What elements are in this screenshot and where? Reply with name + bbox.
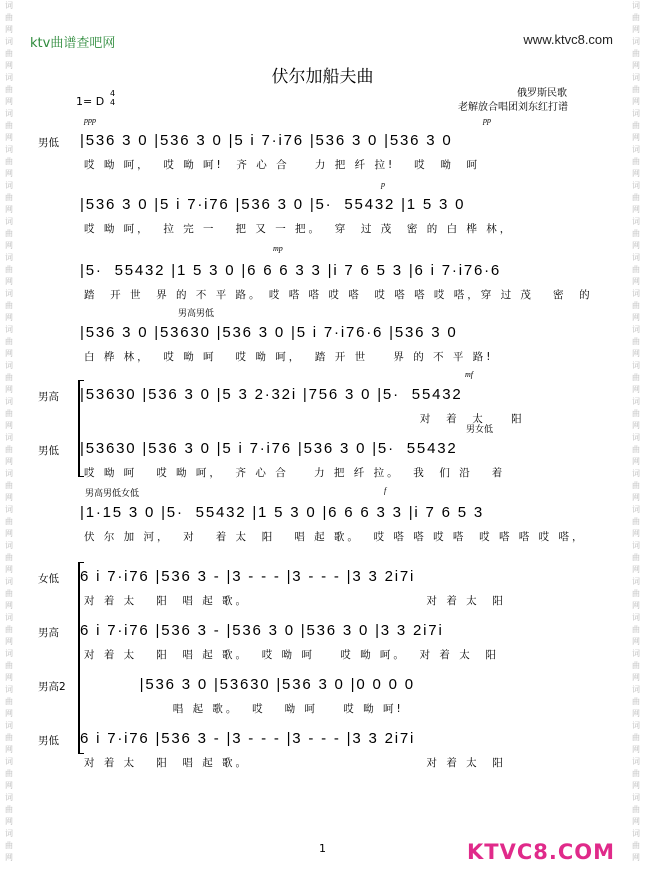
watermark-glyph: 曲 [632,589,640,598]
watermark-glyph: 网 [5,493,13,502]
watermark-glyph: 曲 [5,589,13,598]
watermark-glyph: 网 [632,817,640,826]
watermark-glyph: 曲 [632,661,640,670]
watermark-glyph: 曲 [632,769,640,778]
watermark-glyph: 曲 [632,265,640,274]
watermark-glyph: 曲 [5,661,13,670]
lyric-line: 踏 开 世 界 的 不 平 路。 哎 嗒 嗒 哎 嗒 哎 嗒 嗒 哎 嗒，穿 过 茂 密 的 [84,289,593,301]
lyric-line: 白 桦 林， 哎 呦 呵 哎 呦 呵， 踏 开 世 界 的 不 平 路! [84,351,494,363]
voice-label: 男低 [38,445,59,457]
watermark-glyph: 曲 [632,13,640,22]
group-marker: 男高男低女低 [85,489,140,499]
watermark-glyph: 词 [632,73,640,82]
watermark-glyph: 网 [632,745,640,754]
watermark-glyph: 曲 [632,553,640,562]
song-title: 伏尔加船夫曲 [271,67,374,87]
watermark-glyph: 词 [632,469,640,478]
site-name[interactable]: ktv曲谱查吧网 [30,36,116,51]
watermark-glyph: 网 [5,601,13,610]
watermark-glyph: 网 [632,529,640,538]
voice-label: 男高2 [38,681,66,693]
watermark-glyph: 网 [5,277,13,286]
watermark-glyph: 词 [632,577,640,586]
watermark-glyph: 词 [5,37,13,46]
watermark-glyph: 曲 [5,409,13,418]
notation-line: |536 3 0 |53630 |536 3 0 |0 0 0 0 [80,676,415,693]
watermark-glyph: 曲 [5,697,13,706]
watermark-glyph: 曲 [632,193,640,202]
watermark-glyph: 曲 [5,85,13,94]
watermark-glyph: 曲 [5,517,13,526]
watermark-glyph: 曲 [632,805,640,814]
watermark-glyph: 词 [632,541,640,550]
watermark-glyph: 曲 [5,13,13,22]
song-origin: 俄罗斯民歌 [517,88,567,99]
watermark-glyph: 词 [5,505,13,514]
watermark-glyph: 曲 [5,769,13,778]
watermark-glyph: 网 [5,709,13,718]
watermark-glyph: 词 [5,289,13,298]
watermark-glyph: 网 [632,61,640,70]
watermark-glyph: 词 [632,1,640,10]
watermark-glyph: 曲 [5,373,13,382]
dynamic-mp: mp [273,244,283,253]
watermark-strip-right [629,0,643,891]
watermark-glyph: 词 [632,109,640,118]
watermark-glyph: 词 [5,757,13,766]
watermark-glyph: 网 [5,781,13,790]
watermark-glyph: 网 [5,97,13,106]
dynamic-p: p [381,180,385,189]
watermark-glyph: 网 [5,61,13,70]
watermark-glyph: 曲 [632,373,640,382]
notation-line: 6 i 7·i76 |536 3 - |3 - - - |3 - - - |3 3 2i7i [80,568,416,585]
watermark-glyph: 词 [5,613,13,622]
lyric-line: 哎 呦 呵， 拉 完 一 把 又 一 把。 穿 过 茂 密 的 白 桦 林， [84,223,514,235]
group-marker: 男高男低 [178,309,215,319]
watermark-glyph: 曲 [5,481,13,490]
watermark-glyph: 网 [632,97,640,106]
watermark-glyph: 网 [632,637,640,646]
notation-line: |1·15 3 0 |5· 55432 |1 5 3 0 |6 6 6 3 3 |i 7 6 5 3 [80,504,485,521]
watermark-glyph: 词 [632,397,640,406]
watermark-glyph: 词 [5,577,13,586]
watermark-glyph: 网 [5,529,13,538]
watermark-glyph: 网 [632,313,640,322]
watermark-glyph: 词 [5,829,13,838]
watermark-glyph: 网 [632,169,640,178]
watermark-glyph: 词 [5,109,13,118]
watermark-glyph: 曲 [632,301,640,310]
notation-line: |536 3 0 |536 3 0 |5 i 7·i76 |536 3 0 |536 3 0 [80,132,453,149]
watermark-glyph: 词 [632,829,640,838]
voice-label: 女低 [38,573,59,585]
watermark-glyph: 曲 [632,49,640,58]
watermark-glyph: 网 [5,637,13,646]
notation-line: |5· 55432 |1 5 3 0 |6 6 6 3 3 |i 7 6 5 3 |6 i 7·i76·6 [80,262,502,279]
group-marker: 男女低 [466,425,494,435]
dynamic-f: f [384,486,387,495]
watermark-glyph: 曲 [5,841,13,850]
watermark-glyph: 词 [632,613,640,622]
watermark-glyph: 曲 [5,733,13,742]
watermark-glyph: 网 [632,385,640,394]
watermark-glyph: 词 [5,793,13,802]
notation-line: |536 3 0 |5 i 7·i76 |536 3 0 |5· 55432 |1 5 3 0 [80,196,466,213]
watermark-glyph: 曲 [5,625,13,634]
watermark-glyph: 网 [5,421,13,430]
site-url[interactable]: www.ktvc8.com [523,32,613,47]
voice-label: 男高 [38,391,59,403]
watermark-glyph: 网 [632,25,640,34]
watermark-glyph: 词 [5,145,13,154]
watermark-glyph: 曲 [632,409,640,418]
watermark-glyph: 词 [5,73,13,82]
watermark-glyph: 曲 [5,301,13,310]
watermark-glyph: 网 [632,241,640,250]
watermark-glyph: 网 [5,169,13,178]
time-signature-top: 4 [110,89,116,98]
watermark-glyph: 曲 [632,841,640,850]
watermark-glyph: 词 [5,541,13,550]
watermark-glyph: 曲 [632,625,640,634]
notation-line: 6 i 7·i76 |536 3 - |536 3 0 |536 3 0 |3 3 2i7i [80,622,444,639]
watermark-glyph: 曲 [632,481,640,490]
watermark-glyph: 词 [632,361,640,370]
watermark-glyph: 曲 [632,229,640,238]
watermark-glyph: 网 [632,709,640,718]
watermark-glyph: 曲 [5,49,13,58]
watermark-glyph: 网 [632,781,640,790]
watermark-glyph: 词 [632,289,640,298]
watermark-glyph: 词 [5,217,13,226]
arranger-credit: 老解放合唱团刘东红打谱 [458,102,568,113]
watermark-glyph: 曲 [5,229,13,238]
dynamic-ppp: ppp [84,116,96,125]
notation-line: |53630 |536 3 0 |5 i 7·i76 |536 3 0 |5· 55432 [80,440,458,457]
lyric-line: 对 着 太 阳 [84,413,525,425]
watermark-glyph: 网 [5,133,13,142]
watermark-glyph: 网 [5,745,13,754]
key-signature: 1= D [76,95,105,108]
watermark-glyph: 词 [5,361,13,370]
watermark-glyph: 网 [632,349,640,358]
watermark-glyph: 词 [632,685,640,694]
watermark-glyph: 网 [5,25,13,34]
lyric-line: 对 着 太 阳 唱 起 歌。 对 着 太 阳 [84,757,506,769]
watermark-glyph: 网 [5,817,13,826]
time-signature [110,89,115,107]
watermark-glyph: 曲 [5,157,13,166]
watermark-glyph: 网 [632,565,640,574]
page-number: 1 [319,842,326,855]
watermark-glyph: 词 [632,145,640,154]
watermark-glyph: 网 [5,565,13,574]
watermark-glyph: 词 [632,217,640,226]
watermark-glyph: 曲 [5,445,13,454]
watermark-glyph: 曲 [5,265,13,274]
watermark-glyph: 曲 [632,85,640,94]
watermark-glyph: 曲 [5,337,13,346]
watermark-glyph: 词 [5,469,13,478]
watermark-glyph: 网 [5,385,13,394]
watermark-glyph: 词 [632,433,640,442]
watermark-glyph: 词 [632,505,640,514]
lyric-line: 哎 呦 呵， 哎 呦 呵! 齐 心 合 力 把 纤 拉! 哎 呦 呵 [84,159,481,171]
watermark-glyph: 网 [5,241,13,250]
watermark-glyph: 词 [5,649,13,658]
watermark-glyph: 词 [632,37,640,46]
watermark-glyph: 网 [5,673,13,682]
watermark-glyph: 词 [5,325,13,334]
watermark-glyph: 词 [5,685,13,694]
watermark-glyph: 曲 [5,553,13,562]
watermark-glyph: 词 [5,433,13,442]
watermark-glyph: 曲 [632,121,640,130]
lyric-line: 对 着 太 阳 唱 起 歌。 哎 呦 呵 哎 呦 呵。 对 着 太 阳 [84,649,499,661]
watermark-glyph: 网 [632,673,640,682]
watermark-glyph: 词 [5,1,13,10]
watermark-glyph: 网 [632,277,640,286]
watermark-glyph: 网 [5,313,13,322]
lyric-line: 唱 起 歌。 哎 呦 呵 哎 呦 呵! [84,703,404,715]
watermark-glyph: 网 [5,205,13,214]
watermark-glyph: 网 [632,493,640,502]
dynamic-mf: mf [465,370,473,379]
lyric-line: 对 着 太 阳 唱 起 歌。 对 着 太 阳 [84,595,506,607]
notation-line: 6 i 7·i76 |536 3 - |3 - - - |3 - - - |3 3 2i7i [80,730,416,747]
watermark-glyph: 词 [632,181,640,190]
watermark-glyph: 词 [5,253,13,262]
watermark-glyph: 词 [632,757,640,766]
watermark-glyph: 网 [632,601,640,610]
watermark-glyph: 词 [632,253,640,262]
watermark-glyph: 词 [5,181,13,190]
watermark-glyph: 词 [5,721,13,730]
watermark-glyph: 曲 [632,337,640,346]
watermark-glyph: 网 [5,349,13,358]
watermark-strip-left [2,0,16,891]
time-signature-bottom: 4 [110,98,116,107]
watermark-glyph: 网 [5,853,13,862]
watermark-glyph: 曲 [632,733,640,742]
voice-label: 男低 [38,137,59,149]
watermark-glyph: 曲 [632,517,640,526]
watermark-glyph: 词 [632,325,640,334]
watermark-glyph: 词 [632,793,640,802]
watermark-glyph: 网 [632,133,640,142]
watermark-glyph: 网 [5,457,13,466]
watermark-glyph: 曲 [5,805,13,814]
watermark-glyph: 网 [632,421,640,430]
watermark-glyph: 词 [632,721,640,730]
watermark-glyph: 曲 [5,193,13,202]
watermark-glyph: 词 [5,397,13,406]
lyric-line: 哎 呦 呵 哎 呦 呵， 齐 心 合 力 把 纤 拉。 我 们 沿 着 [84,467,506,479]
watermark-glyph: 曲 [632,697,640,706]
lyric-line: 伏 尔 加 河， 对 着 太 阳 唱 起 歌。 哎 嗒 嗒 哎 嗒 哎 嗒 嗒 哎 嗒， [84,531,586,543]
watermark-glyph: 曲 [632,157,640,166]
watermark-glyph: 词 [632,649,640,658]
voice-label: 男低 [38,735,59,747]
watermark-glyph: 曲 [632,445,640,454]
watermark-glyph: 网 [632,853,640,862]
watermark-glyph: 网 [632,205,640,214]
voice-label: 男高 [38,627,59,639]
watermark-glyph: 曲 [5,121,13,130]
notation-line: |536 3 0 |53630 |536 3 0 |5 i 7·i76·6 |536 3 0 [80,324,458,341]
notation-line: |53630 |536 3 0 |5 3 2·32i |756 3 0 |5· 55432 [80,386,463,403]
dynamic-pp: pp [483,116,491,125]
site-logo[interactable]: KTVC8.COM [466,840,615,864]
watermark-glyph: 网 [632,457,640,466]
